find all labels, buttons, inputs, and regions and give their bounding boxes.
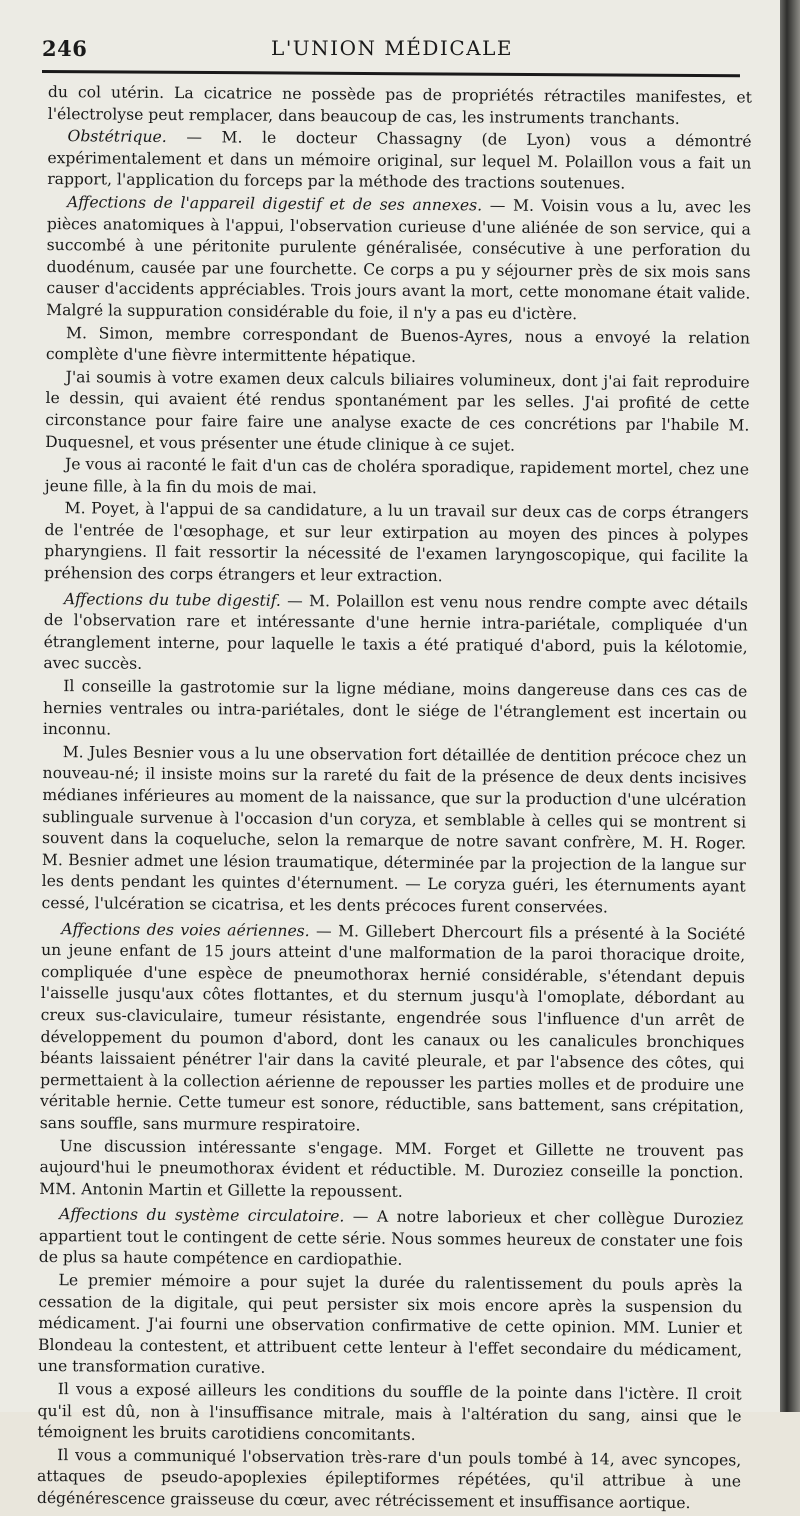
section-heading: Affections de l'appareil digestif et de ses annexes. [66,193,483,215]
header-rule [42,70,740,77]
paragraph: Affections du tube digestif. — M. Polaillon est venu nous rendre compte avec détails de l'observation rare et intéressante d'une hernie intra-pariétale, compliquée d'un étranglement interne, pour laquelle le taxis a été pratiqué d'abord, puis la kélotomie, avec succès. [43,589,748,674]
paragraph: M. Jules Besnier vous a lu une observation fort détaillée de dentition précoce chez un nouveau-né; il insiste moins sur la rareté du fait de la présence de deux dents incisives médianes inférieures au moment de la naissance, que sur la production d'une ulcération sublinguale survenue à l'occasion d'un coryza, et semblable à celles qui se montrent si souvent dans la coqueluche, selon la remarque de notre savant confrère, M. H. Roger. M. Besnier admet une lésion traumatique, déterminée par la projection de la langue sur les dents pendant les quintes d'éternument. — Le coryza guéri, les éternuments ayant cessé, l'ulcération se cicatrisa, et les dents précoces furent conservées. [41,742,747,917]
paragraph: Affections du système circulatoire. — A notre laborieux et cher collègue Duroziez appartient tout le contingent de cette série. Nous sommes heureux de constater une fois de plus sa haute compétence en cardiopathie. [38,1205,744,1270]
book-edge-shadow [780,0,800,1412]
section-heading: Obstétrique. [67,127,167,147]
article-body [37,82,752,1516]
paragraph: Affections des voies aériennes. — M. Gillebert Dhercourt fils a présenté à la Société un jeune enfant de 15 jours atteint d'une malformation de la paroi thoracique droite, compliquée d'une espèce de pneumothorax hernié considérable, s'étendant depuis l'aisselle jusqu'aux côtes flottantes, et du sternum jusqu'à l'omoplate, débordant au creux sus-claviculaire, tumeur résistante, engendrée sous l'influence d'un arrêt de développement du poumon d'abord, dont les canaux ou les canalicules bronchiques béants laissaient pénétrer l'air dans la cavité pleurale, et par l'absence des côtes, qui permettaient à la collection aérienne de repousser les parties molles et de produire une véritable hernie. Cette tumeur est sonore, réductible, sans battement, sans crépitation, sans souffle, sans murmure respiratoire. [39,919,746,1135]
paragraph: Il vous a exposé ailleurs les conditions du souffle de la pointe dans l'ictère. Il croit qu'il est dû, non à l'insuffisance mitrale, mais à l'altération du sang, ainsi que le témoignent les bruits carotidiens concomitants. [37,1380,742,1445]
page-header [42,34,742,64]
paragraph: Le premier mémoire a pour sujet la durée du ralentissement du pouls après la cessation de la digitale, qui peut persister six mois encore après la suspension du médicament. J'ai fourni une observation confirmative de cette opinion. MM. Lunier et Blondeau la contestent, et attribuent cette lenteur à l'effet secondaire du médicament, une transformation curative. [37,1271,743,1378]
paragraph: Obstétrique. — M. le docteur Chassagny (de Lyon) vous a démontré expérimentalement et dans un mémoire original, sur lequel M. Polaillon vous a fait un rapport, l'application du forceps par la méthode des tractions soutenues. [47,127,752,193]
paragraph: Affections de l'appareil digestif et de ses annexes. — M. Voisin vous a lu, avec les pièces anatomiques à l'appui, l'observation curieuse d'une aliénée de son service, qui a succombé à une péritonite purulente généralisée, consécutive à une perforation du duodénum, causée par une fourchette. Ce corps a pu y séjourner près de six mois sans causer d'accidents appréciables. Trois jours avant la mort, cette monomane était valide. Malgré la suppuration considérable du foie, il n'y a pas eu d'ictère. [46,193,752,324]
paragraph: M. Simon, membre correspondant de Buenos-Ayres, nous a envoyé la relation complète d'une fièvre intermittente hépatique. [45,323,751,367]
paragraph: Une discussion intéressante s'engage. MM. Forget et Gillette ne trouvent pas aujourd'hui le pneumothorax évident et réductible. M. Duroziez conseille la ponction. MM. Antonin Martin et Gillette la repoussent. [39,1136,744,1201]
paragraph: J'ai soumis à votre examen deux calculs biliaires volumineux, dont j'ai fait reproduire le dessin, qui avaient été rendus spontanément par les selles. J'ai profité de cette circonstance pour faire faire une analyse exacte de ces concrétions par l'habile M. Duquesnel, et vous présenter une étude clinique à ce sujet. [45,367,750,455]
paragraph: du col utérin. La cicatrice ne possède pas de propriétés rétractiles manifestes, et l'électrolyse peut remplacer, dans beaucoup de cas, les instruments tranchants. [47,82,752,128]
section-heading: Affections du tube digestif. [63,589,281,610]
paragraph: M. Poyet, à l'appui de sa candidature, a lu un travail sur deux cas de corps étrangers de l'entrée de l'œsophage, et sur leur extirpation au moyen des pinces à polypes pharyngiens. Il fait ressortir la nécessité de l'examen laryngoscopique, qui facilite la préhension des corps étrangers et leur extraction. [44,499,749,586]
paragraph: Il conseille la gastrotomie sur la ligne médiane, moins dangereuse dans ces cas de hernies ventrales ou intra-pariétales, dont le siége de l'étranglement est incertain ou inconnu. [42,677,748,739]
paragraph: Je vous ai raconté le fait d'un cas de choléra sporadique, rapidement mortel, chez une jeune fille, à la fin du mois de mai. [44,455,750,497]
paragraph: Il vous a communiqué l'observation très-rare d'un pouls tombé à 14, avec syncopes, attaques de pseudo-apoplexies épileptiformes répétées, qu'il attribue à une dégénérescence graisseuse du cœur, avec rétrécissement et insuffisance aortique. [36,1445,742,1513]
page-number: 246 [42,36,88,61]
section-heading: Affections des voies aériennes. [61,919,310,940]
section-heading: Affections du système circulatoire. [59,1205,345,1226]
running-title: L'UNION MÉDICALE [271,36,513,60]
